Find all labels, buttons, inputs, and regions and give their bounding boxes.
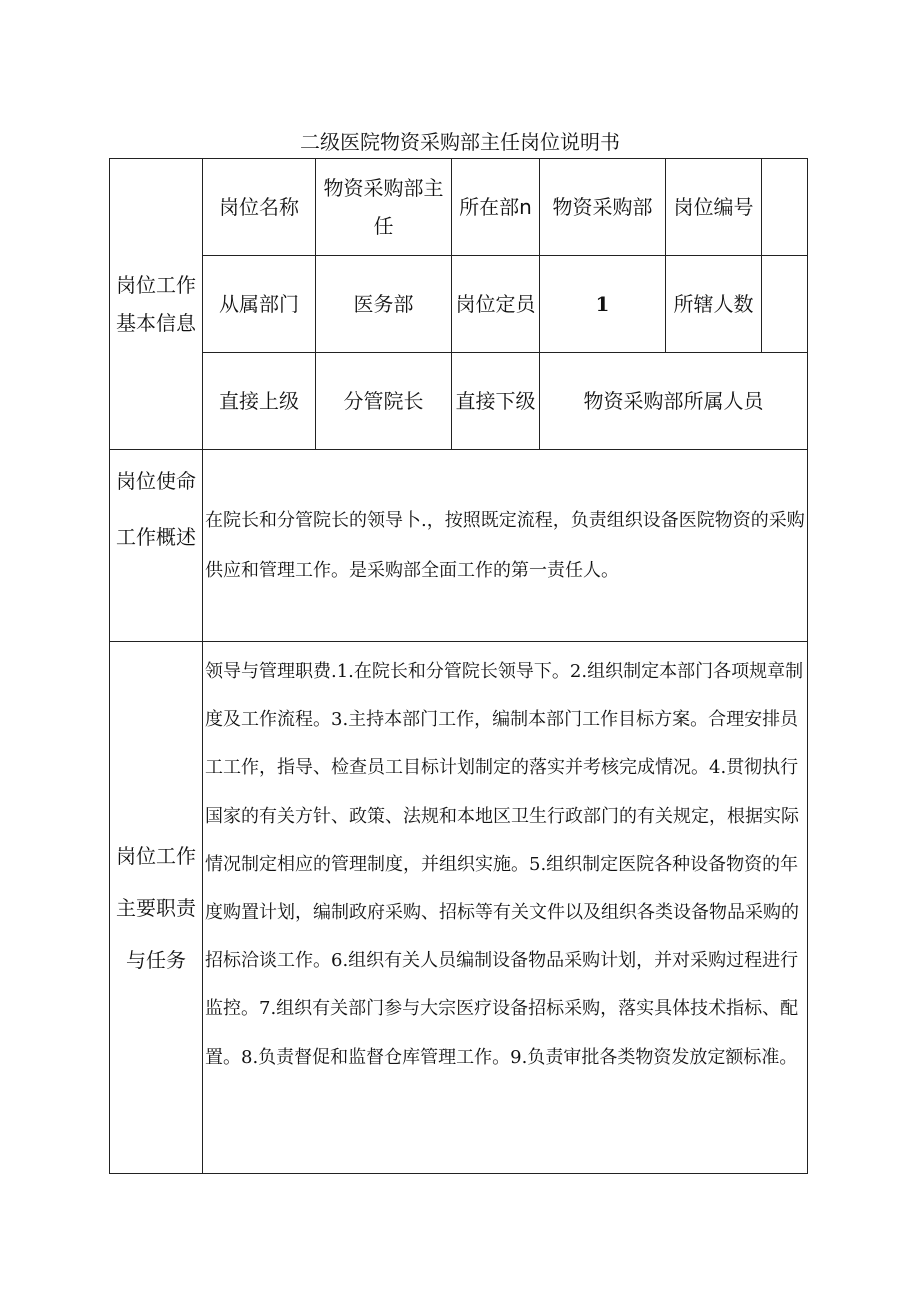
subordinate-label: 直接下级 <box>452 353 540 450</box>
superior-value: 分管院长 <box>316 353 452 450</box>
table-row <box>110 256 808 353</box>
table-row <box>110 642 808 1174</box>
table-row <box>110 353 808 450</box>
quota-value: 1 <box>540 256 666 353</box>
mission-label: 岗位使命工作概述 <box>110 450 203 642</box>
table-row <box>110 450 808 642</box>
parent-dept-value: 医务部 <box>316 256 452 353</box>
staff-count-label: 所辖人数 <box>666 256 762 353</box>
position-code-value <box>762 159 808 256</box>
mission-text: 在院长和分管院长的领导卜.，按照既定流程，负责组织设备医院物资的采购供应和管理工作。是采购部全面工作的第一责任人。 <box>203 450 808 642</box>
department-label: 所在部n <box>452 159 540 256</box>
superior-label: 直接上级 <box>203 353 316 450</box>
quota-label: 岗位定员 <box>452 256 540 353</box>
document-title: 二级医院物资采购部主任岗位说明书 <box>300 130 620 154</box>
position-name-label: 岗位名称 <box>203 159 316 256</box>
position-name-value: 物资采购部主任 <box>316 159 452 256</box>
subordinate-value: 物资采购部所属人员 <box>540 353 808 450</box>
duties-label: 岗位工作主要职责与任务 <box>110 642 203 1174</box>
department-value: 物资采购部 <box>540 159 666 256</box>
basic-info-label: 岗位工作基本信息 <box>110 159 203 450</box>
parent-dept-label: 从属部门 <box>203 256 316 353</box>
table-row <box>110 159 808 256</box>
position-code-label: 岗位编号 <box>666 159 762 256</box>
duties-text: 领导与管理职费.1.在院长和分管院长领导下。2.组织制定本部门各项规章制度及工作流程。3.主持本部门工作，编制本部门工作目标方案。合理安排员工工作，指导、检查员工目标计划制定的落实并考核完成情况。4.贯彻执行国家的有关方针、政策、法规和本地区卫生行政部门的有关规定，根据实际情况制定相应的管理制度，并组织实施。5.组织制定医院各种设备物资的年度购置计划，编制政府采购、招标等有关文件以及组织各类设备物品采购的招标洽谈工作。6.组织有关人员编制设备物品采购计划，并对采购过程进行监控。7.组织有关部门参与大宗医疗设备招标采购，落实具体技术指标、配置。8.负责督促和监督仓库管理工作。9.负责审批各类物资发放定额标准。 <box>203 642 808 1174</box>
position-table <box>109 158 808 1174</box>
staff-count-value <box>762 256 808 353</box>
